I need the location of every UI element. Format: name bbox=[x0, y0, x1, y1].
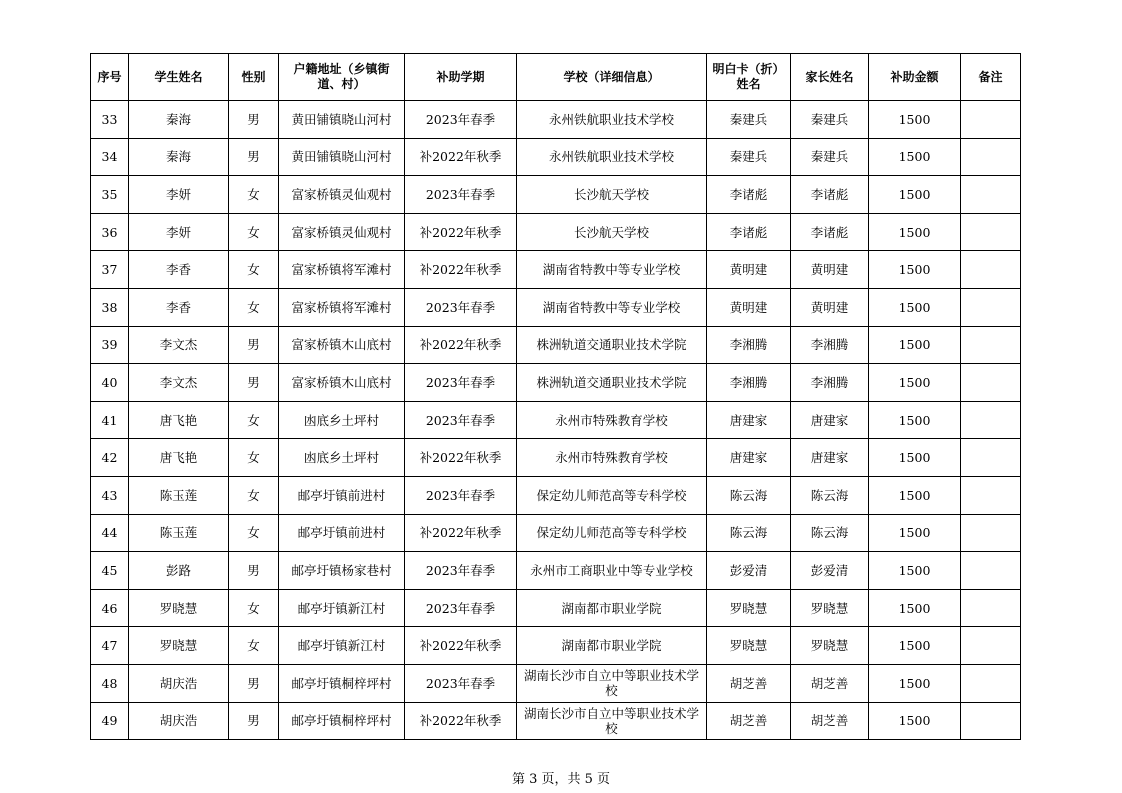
cell-parent-name: 秦建兵 bbox=[791, 138, 869, 176]
cell-gender: 女 bbox=[229, 439, 279, 477]
table-row bbox=[91, 439, 1021, 477]
cell-card-name: 黄明建 bbox=[707, 288, 791, 326]
cell-gender: 女 bbox=[229, 476, 279, 514]
cell-student-name: 胡庆浩 bbox=[129, 664, 229, 702]
cell-index: 40 bbox=[91, 364, 129, 402]
cell-semester: 补2022年秋季 bbox=[405, 138, 517, 176]
cell-card-name: 陈云海 bbox=[707, 514, 791, 552]
cell-semester: 补2022年秋季 bbox=[405, 213, 517, 251]
cell-amount: 1500 bbox=[869, 627, 961, 665]
cell-amount: 1500 bbox=[869, 364, 961, 402]
cell-semester: 2023年春季 bbox=[405, 589, 517, 627]
cell-parent-name: 陈云海 bbox=[791, 476, 869, 514]
cell-card-name: 唐建家 bbox=[707, 439, 791, 477]
cell-address: 邮亭圩镇新江村 bbox=[279, 589, 405, 627]
cell-address: 邮亭圩镇杨家巷村 bbox=[279, 552, 405, 590]
cell-card-name: 秦建兵 bbox=[707, 101, 791, 139]
cell-parent-name: 李湘腾 bbox=[791, 364, 869, 402]
cell-gender: 女 bbox=[229, 514, 279, 552]
cell-gender: 男 bbox=[229, 101, 279, 139]
cell-gender: 女 bbox=[229, 176, 279, 214]
cell-card-name: 李湘腾 bbox=[707, 364, 791, 402]
cell-student-name: 罗晓慧 bbox=[129, 627, 229, 665]
cell-school: 保定幼儿师范高等专科学校 bbox=[517, 514, 707, 552]
cell-card-name: 陈云海 bbox=[707, 476, 791, 514]
subsidy-table bbox=[90, 53, 1021, 740]
cell-parent-name: 胡芝善 bbox=[791, 702, 869, 740]
cell-card-name: 李诸彪 bbox=[707, 176, 791, 214]
cell-semester: 2023年春季 bbox=[405, 552, 517, 590]
cell-student-name: 唐飞艳 bbox=[129, 401, 229, 439]
cell-school: 湖南都市职业学院 bbox=[517, 627, 707, 665]
cell-remarks bbox=[961, 138, 1021, 176]
cell-semester: 2023年春季 bbox=[405, 401, 517, 439]
cell-gender: 男 bbox=[229, 552, 279, 590]
cell-card-name: 李诸彪 bbox=[707, 213, 791, 251]
cell-school: 永州市特殊教育学校 bbox=[517, 401, 707, 439]
cell-gender: 女 bbox=[229, 401, 279, 439]
cell-amount: 1500 bbox=[869, 101, 961, 139]
cell-card-name: 秦建兵 bbox=[707, 138, 791, 176]
cell-student-name: 唐飞艳 bbox=[129, 439, 229, 477]
cell-index: 33 bbox=[91, 101, 129, 139]
table-row bbox=[91, 364, 1021, 402]
header-index: 序号 bbox=[91, 54, 129, 101]
cell-remarks bbox=[961, 251, 1021, 289]
cell-semester: 2023年春季 bbox=[405, 664, 517, 702]
cell-school: 永州市工商职业中等专业学校 bbox=[517, 552, 707, 590]
table-row bbox=[91, 401, 1021, 439]
cell-card-name: 罗晓慧 bbox=[707, 627, 791, 665]
cell-remarks bbox=[961, 401, 1021, 439]
table-body bbox=[91, 101, 1021, 740]
cell-address: 富家桥镇将军滩村 bbox=[279, 288, 405, 326]
cell-semester: 补2022年秋季 bbox=[405, 702, 517, 740]
cell-school: 湖南省特教中等专业学校 bbox=[517, 251, 707, 289]
cell-parent-name: 唐建家 bbox=[791, 439, 869, 477]
cell-school: 湖南省特教中等专业学校 bbox=[517, 288, 707, 326]
cell-semester: 补2022年秋季 bbox=[405, 326, 517, 364]
header-remarks: 备注 bbox=[961, 54, 1021, 101]
table-row bbox=[91, 288, 1021, 326]
header-semester: 补助学期 bbox=[405, 54, 517, 101]
cell-card-name: 胡芝善 bbox=[707, 702, 791, 740]
cell-address: 富家桥镇木山底村 bbox=[279, 364, 405, 402]
cell-amount: 1500 bbox=[869, 251, 961, 289]
cell-gender: 女 bbox=[229, 627, 279, 665]
cell-school: 湖南都市职业学院 bbox=[517, 589, 707, 627]
cell-school: 株洲轨道交通职业技术学院 bbox=[517, 364, 707, 402]
cell-student-name: 李妍 bbox=[129, 213, 229, 251]
cell-student-name: 李香 bbox=[129, 288, 229, 326]
cell-school: 永州铁航职业技术学校 bbox=[517, 101, 707, 139]
cell-amount: 1500 bbox=[869, 213, 961, 251]
cell-school: 株洲轨道交通职业技术学院 bbox=[517, 326, 707, 364]
cell-semester: 补2022年秋季 bbox=[405, 627, 517, 665]
cell-parent-name: 陈云海 bbox=[791, 514, 869, 552]
cell-semester: 2023年春季 bbox=[405, 364, 517, 402]
cell-card-name: 李湘腾 bbox=[707, 326, 791, 364]
cell-remarks bbox=[961, 213, 1021, 251]
cell-semester: 补2022年秋季 bbox=[405, 251, 517, 289]
cell-amount: 1500 bbox=[869, 439, 961, 477]
cell-student-name: 胡庆浩 bbox=[129, 702, 229, 740]
cell-amount: 1500 bbox=[869, 476, 961, 514]
header-address: 户籍地址（乡镇街道、村） bbox=[279, 54, 405, 101]
cell-address: 邮亭圩镇前进村 bbox=[279, 476, 405, 514]
cell-student-name: 陈玉莲 bbox=[129, 514, 229, 552]
cell-semester: 补2022年秋季 bbox=[405, 514, 517, 552]
cell-remarks bbox=[961, 664, 1021, 702]
cell-index: 35 bbox=[91, 176, 129, 214]
cell-index: 38 bbox=[91, 288, 129, 326]
cell-gender: 男 bbox=[229, 364, 279, 402]
cell-remarks bbox=[961, 364, 1021, 402]
cell-school: 长沙航天学校 bbox=[517, 176, 707, 214]
header-school: 学校（详细信息） bbox=[517, 54, 707, 101]
cell-address: 邮亭圩镇前进村 bbox=[279, 514, 405, 552]
cell-student-name: 陈玉莲 bbox=[129, 476, 229, 514]
cell-semester: 2023年春季 bbox=[405, 176, 517, 214]
cell-address: 富家桥镇灵仙观村 bbox=[279, 213, 405, 251]
table-row bbox=[91, 702, 1021, 740]
cell-school: 保定幼儿师范高等专科学校 bbox=[517, 476, 707, 514]
cell-index: 42 bbox=[91, 439, 129, 477]
cell-address: 黄田铺镇晓山河村 bbox=[279, 101, 405, 139]
cell-card-name: 黄明建 bbox=[707, 251, 791, 289]
cell-remarks bbox=[961, 702, 1021, 740]
cell-address: 凼底乡土坪村 bbox=[279, 401, 405, 439]
cell-gender: 男 bbox=[229, 702, 279, 740]
cell-parent-name: 罗晓慧 bbox=[791, 627, 869, 665]
cell-amount: 1500 bbox=[869, 326, 961, 364]
cell-address: 富家桥镇木山底村 bbox=[279, 326, 405, 364]
cell-address: 邮亭圩镇桐梓坪村 bbox=[279, 702, 405, 740]
cell-remarks bbox=[961, 589, 1021, 627]
cell-parent-name: 彭爱清 bbox=[791, 552, 869, 590]
cell-semester: 2023年春季 bbox=[405, 288, 517, 326]
cell-school: 湖南长沙市自立中等职业技术学校 bbox=[517, 702, 707, 740]
cell-amount: 1500 bbox=[869, 664, 961, 702]
cell-index: 37 bbox=[91, 251, 129, 289]
cell-student-name: 李香 bbox=[129, 251, 229, 289]
table-row bbox=[91, 514, 1021, 552]
cell-remarks bbox=[961, 176, 1021, 214]
cell-parent-name: 胡芝善 bbox=[791, 664, 869, 702]
table-row bbox=[91, 476, 1021, 514]
cell-remarks bbox=[961, 476, 1021, 514]
header-student-name: 学生姓名 bbox=[129, 54, 229, 101]
cell-index: 43 bbox=[91, 476, 129, 514]
table-header bbox=[91, 54, 1021, 101]
cell-amount: 1500 bbox=[869, 288, 961, 326]
header-row bbox=[91, 54, 1021, 101]
cell-index: 47 bbox=[91, 627, 129, 665]
cell-index: 48 bbox=[91, 664, 129, 702]
cell-index: 44 bbox=[91, 514, 129, 552]
table-row bbox=[91, 326, 1021, 364]
table-row bbox=[91, 101, 1021, 139]
header-amount: 补助金额 bbox=[869, 54, 961, 101]
cell-remarks bbox=[961, 552, 1021, 590]
cell-student-name: 秦海 bbox=[129, 101, 229, 139]
cell-student-name: 彭路 bbox=[129, 552, 229, 590]
cell-amount: 1500 bbox=[869, 138, 961, 176]
cell-school: 长沙航天学校 bbox=[517, 213, 707, 251]
cell-amount: 1500 bbox=[869, 176, 961, 214]
cell-card-name: 罗晓慧 bbox=[707, 589, 791, 627]
cell-parent-name: 李诸彪 bbox=[791, 176, 869, 214]
cell-student-name: 秦海 bbox=[129, 138, 229, 176]
cell-amount: 1500 bbox=[869, 702, 961, 740]
cell-gender: 男 bbox=[229, 326, 279, 364]
cell-parent-name: 黄明建 bbox=[791, 288, 869, 326]
header-parent-name: 家长姓名 bbox=[791, 54, 869, 101]
cell-address: 邮亭圩镇桐梓坪村 bbox=[279, 664, 405, 702]
cell-student-name: 李文杰 bbox=[129, 364, 229, 402]
cell-index: 46 bbox=[91, 589, 129, 627]
cell-card-name: 唐建家 bbox=[707, 401, 791, 439]
cell-student-name: 罗晓慧 bbox=[129, 589, 229, 627]
table-row bbox=[91, 589, 1021, 627]
cell-parent-name: 秦建兵 bbox=[791, 101, 869, 139]
cell-student-name: 李文杰 bbox=[129, 326, 229, 364]
table-row bbox=[91, 251, 1021, 289]
cell-remarks bbox=[961, 514, 1021, 552]
cell-index: 49 bbox=[91, 702, 129, 740]
page-footer: 第 3 页，共 5 页 bbox=[511, 772, 611, 787]
cell-card-name: 胡芝善 bbox=[707, 664, 791, 702]
cell-gender: 女 bbox=[229, 213, 279, 251]
cell-index: 41 bbox=[91, 401, 129, 439]
table-row bbox=[91, 213, 1021, 251]
cell-parent-name: 唐建家 bbox=[791, 401, 869, 439]
cell-semester: 2023年春季 bbox=[405, 101, 517, 139]
table-row bbox=[91, 627, 1021, 665]
header-gender: 性别 bbox=[229, 54, 279, 101]
cell-remarks bbox=[961, 326, 1021, 364]
cell-gender: 男 bbox=[229, 664, 279, 702]
cell-semester: 补2022年秋季 bbox=[405, 439, 517, 477]
cell-parent-name: 罗晓慧 bbox=[791, 589, 869, 627]
cell-index: 34 bbox=[91, 138, 129, 176]
cell-school: 永州市特殊教育学校 bbox=[517, 439, 707, 477]
cell-gender: 女 bbox=[229, 288, 279, 326]
cell-remarks bbox=[961, 439, 1021, 477]
cell-school: 永州铁航职业技术学校 bbox=[517, 138, 707, 176]
cell-index: 39 bbox=[91, 326, 129, 364]
cell-index: 36 bbox=[91, 213, 129, 251]
cell-parent-name: 李诸彪 bbox=[791, 213, 869, 251]
cell-address: 邮亭圩镇新江村 bbox=[279, 627, 405, 665]
cell-address: 凼底乡土坪村 bbox=[279, 439, 405, 477]
cell-card-name: 彭爱清 bbox=[707, 552, 791, 590]
cell-address: 富家桥镇灵仙观村 bbox=[279, 176, 405, 214]
cell-remarks bbox=[961, 101, 1021, 139]
cell-gender: 女 bbox=[229, 589, 279, 627]
cell-parent-name: 黄明建 bbox=[791, 251, 869, 289]
cell-remarks bbox=[961, 627, 1021, 665]
cell-amount: 1500 bbox=[869, 552, 961, 590]
header-card-name: 明白卡（折）姓名 bbox=[707, 54, 791, 101]
cell-amount: 1500 bbox=[869, 514, 961, 552]
cell-amount: 1500 bbox=[869, 401, 961, 439]
cell-gender: 女 bbox=[229, 251, 279, 289]
cell-address: 富家桥镇将军滩村 bbox=[279, 251, 405, 289]
cell-index: 45 bbox=[91, 552, 129, 590]
table-row bbox=[91, 664, 1021, 702]
table-row bbox=[91, 176, 1021, 214]
cell-school: 湖南长沙市自立中等职业技术学校 bbox=[517, 664, 707, 702]
cell-gender: 男 bbox=[229, 138, 279, 176]
cell-address: 黄田铺镇晓山河村 bbox=[279, 138, 405, 176]
cell-amount: 1500 bbox=[869, 589, 961, 627]
table-row bbox=[91, 138, 1021, 176]
table-row bbox=[91, 552, 1021, 590]
cell-student-name: 李妍 bbox=[129, 176, 229, 214]
cell-parent-name: 李湘腾 bbox=[791, 326, 869, 364]
cell-semester: 2023年春季 bbox=[405, 476, 517, 514]
cell-remarks bbox=[961, 288, 1021, 326]
